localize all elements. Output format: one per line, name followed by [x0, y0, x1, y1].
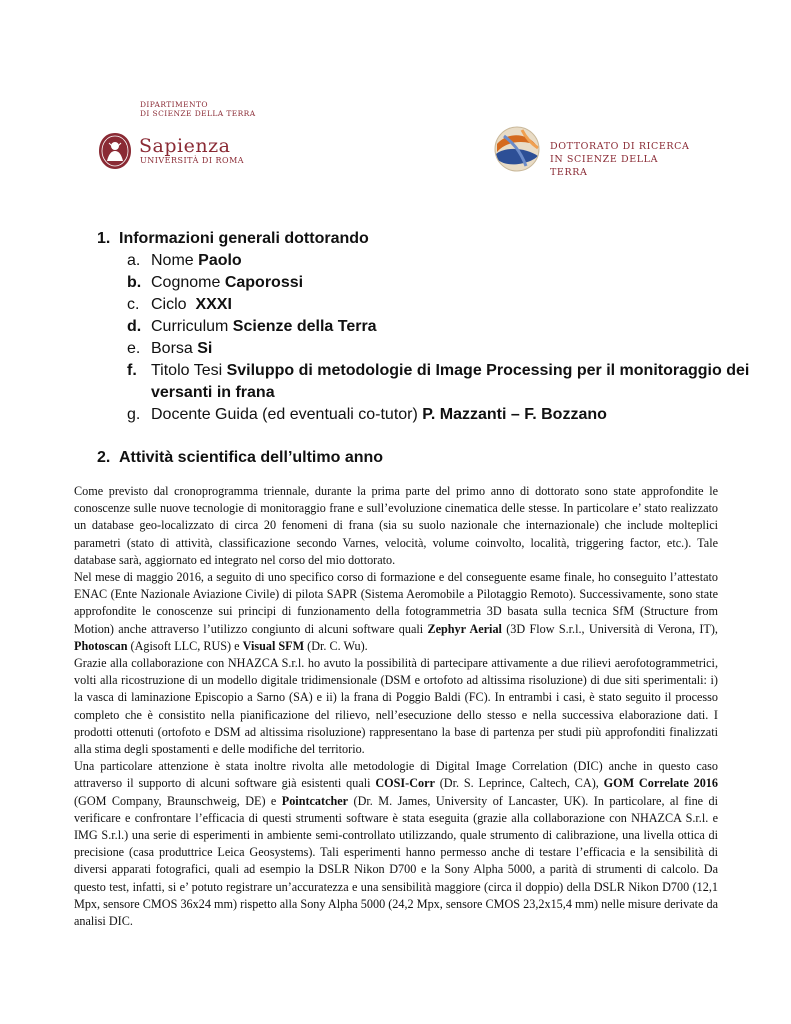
doctorate-name: [550, 140, 692, 179]
section1-heading: [97, 228, 771, 250]
text-run: Nel mese di maggio 2016, a seguito di uno specifico corso di formazione e del conseguente esame finale, ho conseguito l’attestato ENAC (Ente Nazionale Aviazione Civile) di pilota SAPR (Sistema Aeromobile a Pilotaggio Remoto). Successivamente, sono state approfondite le conoscenze sui principi di funzionamento della fotogrammetria 3D basata sulla tecnica SfM (Structure from Motion) anche attraverso l’utilizzo congiunto di alcuni software quali: [74, 570, 718, 636]
text-run: (Dr. C. Wu).: [304, 638, 368, 653]
item-value: Caporossi: [224, 274, 304, 291]
list-item-curriculum: [97, 316, 771, 338]
item-letter: g.: [127, 406, 141, 423]
doctorate-line2: IN SCIENZE DELLA TERRA: [550, 154, 659, 178]
paragraph-nhazca: Grazie alla collaborazione con NHAZCA S.r.l. ho avuto la possibilità di partecipare attivamente a due rilievi aerofotogrammetrici, volti alla ricostruzione di un modello digitale tridimensionale (DSM e ortofoto ad altissima risoluzione) di due siti sperimentali: i) la vasca di laminazione Episcopio a Sarno (SA) e ii) la frana di Poggio Baldi (FC). In entrambi i casi, è stato seguito il processo completo che è consistito nella pianificazione del rilievo, nell’esecuzione dello stesso e nella successiva elaborazione dati. I prodotti ottenuti (ortofoto e DSM ad altissima risoluzione) rappresentano la base di partenza per studi più approfonditi finalizzati alla stima degli spostamenti e delle modifiche del territorio.: [74, 656, 718, 757]
item-value: Scienze della Terra: [232, 318, 377, 335]
department-line2: DI SCIENZE DELLA TERRA: [140, 109, 256, 118]
software-name: Pointcatcher: [281, 793, 349, 808]
item-letter: c.: [127, 296, 140, 313]
item-letter: e.: [127, 340, 141, 357]
text-run: (Agisoft LLC, RUS) e: [127, 638, 243, 653]
list-item-borsa: [97, 338, 771, 360]
section1-number: 1.: [97, 230, 111, 247]
sapienza-seal-icon: [97, 131, 133, 171]
section-general-info: [97, 228, 771, 426]
list-item-cognome: [97, 272, 771, 294]
software-name: GOM Correlate 2016: [603, 776, 718, 791]
doctorate-logo: [492, 124, 692, 180]
sapienza-logo: [97, 100, 297, 175]
section2-number: 2.: [97, 449, 111, 466]
text-run: (Dr. M. James, University of Lancaster, UK). In particolare, al fine di verificare e confrontare l’efficacia di questi strumenti software è stata eseguita (grazie alla collaborazione con NHAZCA S.r.l. e IMG S.r.l.) una serie di esperimenti in ambiente semi-controllato utilizzando, quale strumento di calibrazione, una livella ottica di precisione (casa produttrice Leica Geosystems). Tali esperimenti hanno permesso anche di testare l’efficacia e la sensibilità di diversi apparati fotografici, quali ad esempio la DSLR Nikon D700 e la Sony Alpha 5000, a parità di strumenti di calcolo. Da questo test, infatti, si e’ potuto registrare un’accuratezza e una sensibilità maggiore (circa il doppio) della DSLR Nikon D700 (12,1 Mpx, sensore CMOS 36x24 mm) rispetto alla Sony Alpha 5000 (24,2 Mpx, sensore CMOS 23,2x15,4 mm) nelle misure derivate da analisi DIC.: [74, 793, 718, 929]
item-letter: f.: [127, 362, 137, 379]
item-letter: d.: [127, 318, 142, 335]
paragraph-database: Come previsto dal cronoprogramma triennale, durante la prima parte del primo anno di dottorato sono state approfondite le conoscenze sulle nuove tecnologie di monitoraggio frane e sull’evoluzione cinematica delle stesse. In particolare e’ stato realizzato un database geo-localizzato di circa 20 fenomeni di frana (sia su suolo nazionale che internazionale) che include molteplici parametri (stato di attività, classificazione secondo Varnes, velocità, volume coinvolto, località, triggering factor, etc.). Tale database sarà, aggiornato ed integrato nel corso del mio dottorato.: [74, 484, 718, 567]
text-run: (3D Flow S.r.l., Università di Verona, IT),: [501, 621, 718, 636]
item-label: Titolo Tesi: [151, 362, 223, 379]
department-line1: DIPARTIMENTO: [140, 100, 208, 109]
software-name: Zephyr Aerial: [427, 621, 502, 636]
doctorate-line1: DOTTORATO DI RICERCA: [550, 141, 690, 152]
item-letter: a.: [127, 252, 141, 269]
item-label: Cognome: [151, 274, 221, 291]
text-run: (GOM Company, Braunschweig, DE) e: [74, 793, 282, 808]
list-item-nome: [97, 250, 771, 272]
list-item-titolo-tesi: [97, 360, 751, 404]
item-value: Sviluppo di metodologie di Image Processing per il monitoraggio dei versanti in frana: [151, 362, 750, 401]
list-item-docente-guida: [97, 404, 771, 426]
university-subtitle: UNIVERSITÀ DI ROMA: [140, 156, 245, 165]
list-item-ciclo: [97, 294, 771, 316]
software-name: COSI-Corr: [375, 776, 435, 791]
software-name: Photoscan: [74, 638, 128, 653]
item-value: Si: [197, 340, 213, 357]
item-value: P. Mazzanti – F. Bozzano: [422, 406, 607, 423]
department-name: [140, 100, 256, 118]
paragraph-enac-sfm: [74, 569, 718, 655]
paragraph-dic: [74, 758, 718, 930]
university-name: Sapienza: [139, 135, 231, 157]
globe-logo-icon: [492, 124, 542, 174]
item-label: Borsa: [151, 340, 193, 357]
item-value: Paolo: [198, 252, 242, 269]
software-name: Visual SFM: [242, 638, 305, 653]
activity-body: [74, 483, 718, 930]
item-value: XXXI: [195, 296, 232, 313]
section1-title: Informazioni generali dottorando: [119, 230, 369, 247]
section2-heading: [97, 447, 383, 469]
item-label: Curriculum: [151, 318, 229, 335]
item-label: Nome: [151, 252, 194, 269]
item-label: Ciclo: [151, 296, 187, 313]
item-letter: b.: [127, 274, 142, 291]
item-label: Docente Guida (ed eventuali co-tutor): [151, 406, 418, 423]
text-run: Una particolare attenzione è stata inoltre rivolta alle metodologie di Digital Image Correlation (DIC) anche in questo caso attraverso il supporto di alcuni software già esistenti quali: [74, 759, 718, 791]
text-run: (Dr. S. Leprince, Caltech, CA),: [434, 776, 604, 791]
section2-title: Attività scientifica dell’ultimo anno: [119, 449, 384, 466]
